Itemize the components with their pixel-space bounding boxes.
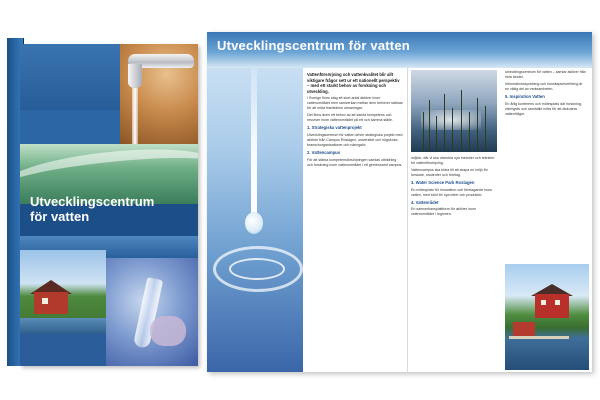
section-heading: 5. Inspiration Vatten: [505, 94, 545, 99]
cover-title-line2: för vatten: [30, 209, 90, 224]
water-stream: [132, 88, 138, 144]
body-paragraph: Det finns även ett behov av att samla kompetens och resurser inom vattenområdet på ett och samma ställe.: [307, 113, 393, 123]
cover-bottom-panel: [20, 334, 106, 366]
reeds-photo: [411, 70, 497, 152]
spread-spine: [407, 68, 408, 372]
reed: [429, 100, 430, 152]
red-house-photo: [505, 264, 589, 370]
house-body: [535, 294, 569, 318]
boathouse: [513, 322, 535, 336]
reed: [452, 108, 453, 152]
reed: [469, 112, 470, 152]
cover-blue-band: [20, 110, 120, 144]
reed: [444, 94, 445, 152]
faucet-photo: [120, 44, 198, 144]
dock: [509, 336, 569, 339]
section-text: En samverkansplattform för aktörer inom vattenområdet i regionen.: [411, 207, 476, 217]
house-window: [541, 300, 546, 305]
section-text: För att stärka kompetensförsörjningen samlas utbildning och forskning inom vattenområdet i ett gemensamt campus.: [307, 157, 403, 167]
body-paragraph: I Sverige finns idag ett stort antal aktörer inom vattenområdet men samverkan mellan dem behöver stärkas för att möta framtidens utmaningar.: [307, 96, 403, 111]
section-text: En årlig konferens och mötesplats där forskning, näringsliv och samhälle möts för att diskutera vattenfrågor.: [505, 101, 582, 116]
reed: [477, 98, 478, 152]
spread-header-band: [207, 32, 592, 68]
lab-test-tube-photo: [106, 258, 198, 366]
brochure-spread: [207, 32, 592, 372]
section-text: En mötesplats för innovation och företagande inom vatten, med stöd för nya idéer och produkter.: [411, 187, 493, 197]
section-text: Utvecklingscentrum för vatten driver strategiska projekt med aktörer från Campus Roslagen, universitet och högskolor, branschorganisationer och näringsliv.: [307, 132, 403, 147]
water-drop-photo: [207, 32, 303, 372]
body-paragraph: Vattencampus ska bidra till att skapa en miljö för forskare, studenter och företag.: [411, 168, 488, 177]
water-drop: [245, 212, 263, 234]
lakeside-house-photo: [20, 250, 106, 334]
section-heading: 4. Vattenrådet: [411, 199, 439, 205]
cover-title-line1: Utvecklingscentrum: [30, 194, 155, 209]
section-heading: 2. Vattencampus: [307, 149, 341, 155]
cover-blue-panel: [20, 44, 120, 110]
house-window: [555, 300, 560, 305]
reed: [461, 90, 462, 152]
house-body: [34, 292, 68, 314]
lead-paragraph: Vattenförsörjning och vattenkvalitet blir allt viktigare frågor sett ur ett nationellt perspektiv – med ett starkt behov av forskning och utveckling.: [307, 72, 400, 94]
body-paragraph: miljöer, där vi ska utveckla nya metoder och tekniker för vattenförsörjning.: [411, 156, 495, 165]
house-window: [42, 298, 48, 304]
brochure-cover: [20, 44, 198, 366]
body-paragraph: utvecklingscentrum för vatten – samlar aktörer från hela landet.: [505, 70, 586, 79]
reed: [423, 112, 424, 152]
water-ripple-inner: [229, 258, 285, 280]
gloved-hand: [150, 316, 186, 346]
text-column-2: [411, 156, 497, 370]
spread-title: Utvecklingscentrum för vatten: [217, 38, 410, 53]
section-heading: 1. Strategiska vattenprojekt: [307, 125, 362, 131]
faucet-spout: [128, 64, 142, 88]
reed: [436, 116, 437, 152]
sun-glow: [421, 110, 481, 130]
section-heading: 3. Water Science Park Roslagen: [411, 180, 475, 185]
text-column-1: [307, 72, 403, 370]
text-column-3: [505, 70, 587, 260]
body-paragraph: Informationsspridning och kunskapsöverföring är en viktig del av verksamheten.: [505, 82, 583, 91]
cover-title: [30, 194, 190, 224]
lake-water: [20, 318, 106, 334]
water-drop-stem: [251, 68, 257, 218]
reed: [485, 106, 486, 152]
